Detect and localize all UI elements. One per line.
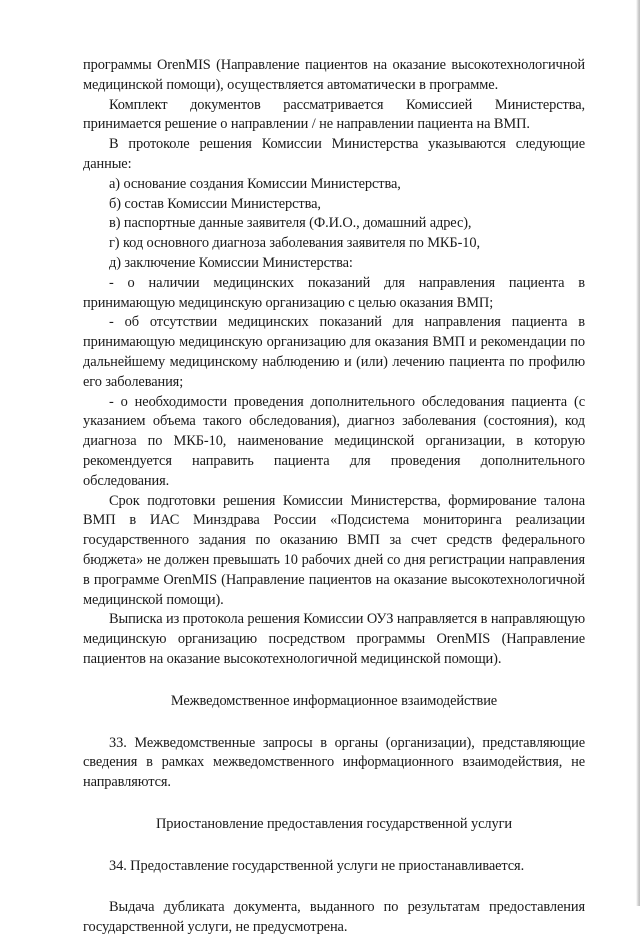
paragraph-commission-review: Комплект документов рассматривается Комиссией Министерства, принимается решение о направлении / не направлении пациента на ВМП. <box>83 96 585 133</box>
paragraph-continuation: программы OrenMIS (Направление пациентов на оказание высокотехнологичной медицинской помощи), осуществляется автоматически в программе. <box>83 57 585 93</box>
paragraph-protocol-data: В протоколе решения Комиссии Министерства указываются следующие данные: <box>83 136 585 172</box>
conclusion-item-additional-exam: - о необходимости проведения дополнительного обследования пациента (с указанием объема такого обследования), диагноз заболевания (состояния), код диагноза по МКБ-10, наименование медицинской организации, в которую рекомендуется направить пациента для проведения дополнительного обследования. <box>83 393 585 489</box>
list-item-g: г) код основного диагноза заболевания заявителя по МКБ-10, <box>109 235 480 252</box>
conclusion-item-indications: - о наличии медицинских показаний для направления пациента в принимающую медицинскую организацию с целью оказания ВМП; <box>83 274 585 311</box>
paragraph-34: 34. Предоставление государственной услуги не приостанавливается. <box>109 857 525 874</box>
list-item-b: б) состав Комиссии Министерства, <box>109 195 321 212</box>
page-edge-shadow <box>636 0 640 906</box>
paragraph-decision-deadline: Срок подготовки решения Комиссии Министерства, формирование талона ВМП в ИАС Минздрава России «Подсистема мониторинга реализации государственного задания по оказанию ВМП за счет средств федерального бюджета» не должен превышать 10 рабочих дней со дня регистрации направления в программе OrenMIS (Направление пациентов на оказание высокотехнологичной медицинской помощи). <box>83 492 585 608</box>
list-item-v: в) паспортные данные заявителя (Ф.И.О., домашний адрес), <box>109 215 472 232</box>
section-heading-interagency: Межведомственное информационное взаимодействие <box>170 692 498 709</box>
conclusion-item-no-indications: - об отсутствии медицинских показаний для направления пациента в принимающую медицинскую организацию для оказания ВМП и рекомендации по дальнейшему медицинскому наблюдению и (или) лечению пациента по профилю его заболевания; <box>83 314 585 390</box>
section-heading-suspension: Приостановление предоставления государственной услуги <box>156 815 512 832</box>
document-body <box>83 56 585 938</box>
list-item-d: д) заключение Комиссии Министерства: <box>109 254 353 271</box>
paragraph-duplicate: Выдача дубликата документа, выданного по результатам предоставления государственной услуги, не предусмотрена. <box>83 899 585 936</box>
paragraph-protocol-extract: Выписка из протокола решения Комиссии ОУЗ направляется в направляющую медицинскую организацию посредством программы OrenMIS (Направление пациентов на оказание высокотехнологичной медицинской помощи). <box>83 611 585 667</box>
list-item-a: а) основание создания Комиссии Министерства, <box>109 175 401 192</box>
paragraph-33: 33. Межведомственные запросы в органы (организации), представляющие сведения в рамках межведомственного информационного взаимодействия, не направляются. <box>83 734 585 791</box>
